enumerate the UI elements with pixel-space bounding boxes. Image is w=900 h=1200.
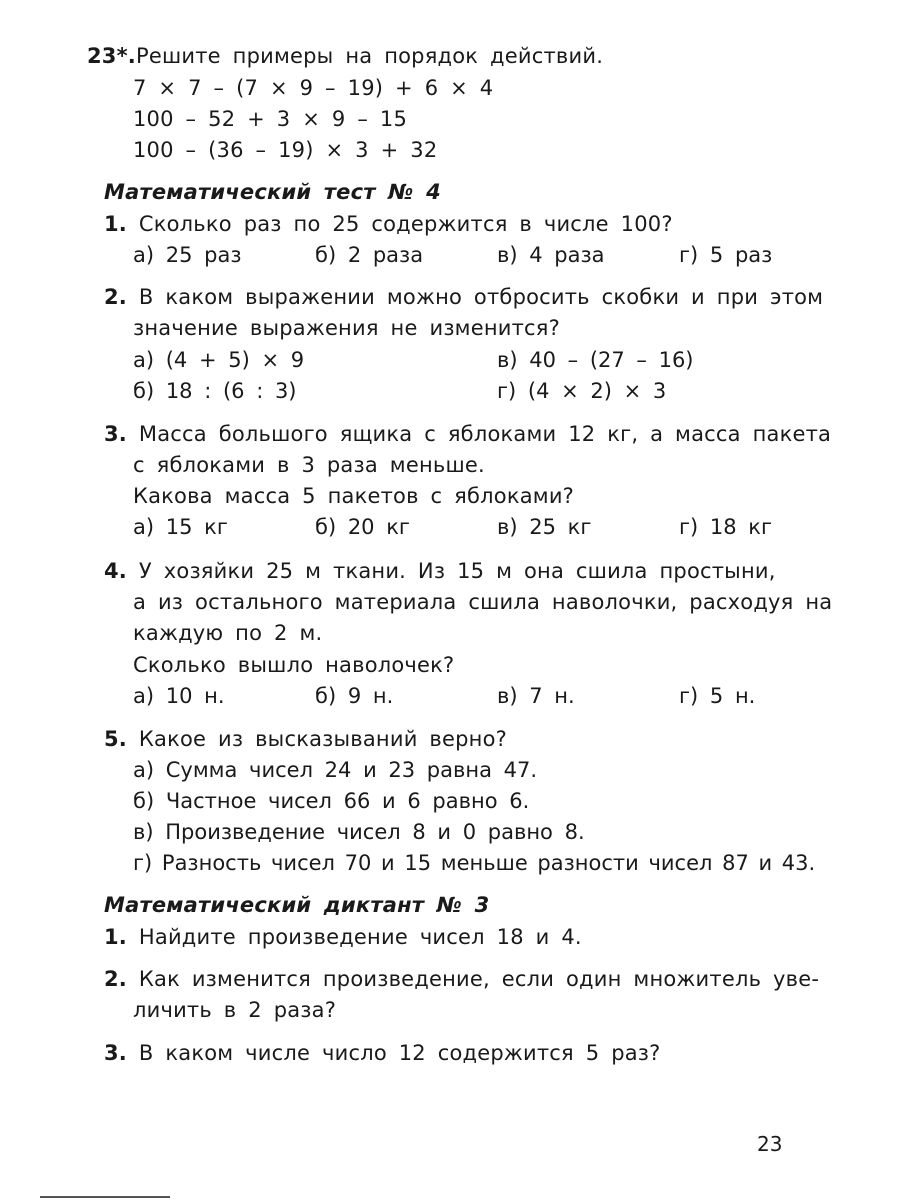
question-text: каждую по 2 м. [133,621,323,645]
question-text: Как изменится произведение, если один множитель уве- [138,967,820,991]
question-number: 5. [104,727,127,751]
question-number: 1. [104,925,127,949]
section-title: Математический диктант № 3 [104,893,490,917]
question-text: личить в 2 раза? [133,998,337,1022]
answer-option: а) 25 раз [133,243,242,267]
answer-option: а) Сумма чисел 24 и 23 равна 47. [133,758,538,782]
answer-option: г) 5 раз [679,243,773,267]
answer-option: г) 5 н. [679,684,756,708]
answer-option: б) 2 раза [315,243,424,267]
answer-option: б) 18 : (6 : 3) [133,379,297,403]
question-text: Какое из высказываний верно? [138,727,507,751]
answer-option: в) 7 н. [497,684,575,708]
bottom-rule [40,1196,170,1198]
question-text: Сколько раз по 25 содержится в числе 100? [138,212,673,236]
answer-option: в) Произведение чисел 8 и 0 равно 8. [133,820,585,844]
answer-option: г) (4 × 2) × 3 [497,379,667,403]
dictation-item-3 [104,1039,661,1067]
question-text: Сколько вышло наволочек? [133,653,455,677]
question-number: 3. [104,1041,127,1065]
question-text: Найдите произведение чисел 18 и 4. [138,925,582,949]
question-text: Масса большого ящика с яблоками 12 кг, а масса пакета [138,422,832,446]
exercise-text: Решите примеры на порядок действий. [135,44,604,68]
answer-option: в) 40 – (27 – 16) [497,348,694,372]
question-text: Какова масса 5 пакетов с яблоками? [133,484,575,508]
question-4 [104,557,776,585]
question-text: значение выражения не изменится? [133,316,560,340]
answer-option: а) (4 + 5) × 9 [133,348,305,372]
answer-option: г) Разность чисел 70 и 15 меньше разности чисел 87 и 43. [133,851,816,875]
expression-line: 100 – (36 – 19) × 3 + 32 [133,138,438,162]
question-5 [104,725,507,753]
dictation-item-2 [104,965,819,993]
question-text: У хозяйки 25 м ткани. Из 15 м она сшила простыни, [138,559,776,583]
answer-option: в) 4 раза [497,243,605,267]
page-number: 23 [757,1132,783,1156]
question-text: В каком числе число 12 содержится 5 раз? [138,1041,661,1065]
answer-option: б) 9 н. [315,684,394,708]
question-1 [104,210,673,238]
exercise-23 [87,42,603,70]
question-number: 2. [104,967,127,991]
question-text: с яблоками в 3 раза меньше. [133,453,485,477]
answer-option: в) 25 кг [497,515,592,539]
question-number: 2. [104,285,127,309]
question-3 [104,420,831,448]
question-number: 4. [104,559,127,583]
question-text: а из остального материала сшила наволочки, расходуя на [133,590,833,614]
answer-option: г) 18 кг [679,515,773,539]
section-title: Математический тест № 4 [104,180,441,204]
exercise-number: 23*. [87,44,136,68]
answer-option: а) 10 н. [133,684,225,708]
expression-line: 100 – 52 + 3 × 9 – 15 [133,107,408,131]
answer-option: а) 15 кг [133,515,228,539]
question-text: В каком выражении можно отбросить скобки и при этом [138,285,824,309]
dictation-item-1 [104,923,582,951]
question-number: 3. [104,422,127,446]
question-2 [104,283,823,311]
expression-line: 7 × 7 – (7 × 9 – 19) + 6 × 4 [133,76,494,100]
answer-option: б) Частное чисел 66 и 6 равно 6. [133,789,530,813]
answer-option: б) 20 кг [315,515,410,539]
question-number: 1. [104,212,127,236]
